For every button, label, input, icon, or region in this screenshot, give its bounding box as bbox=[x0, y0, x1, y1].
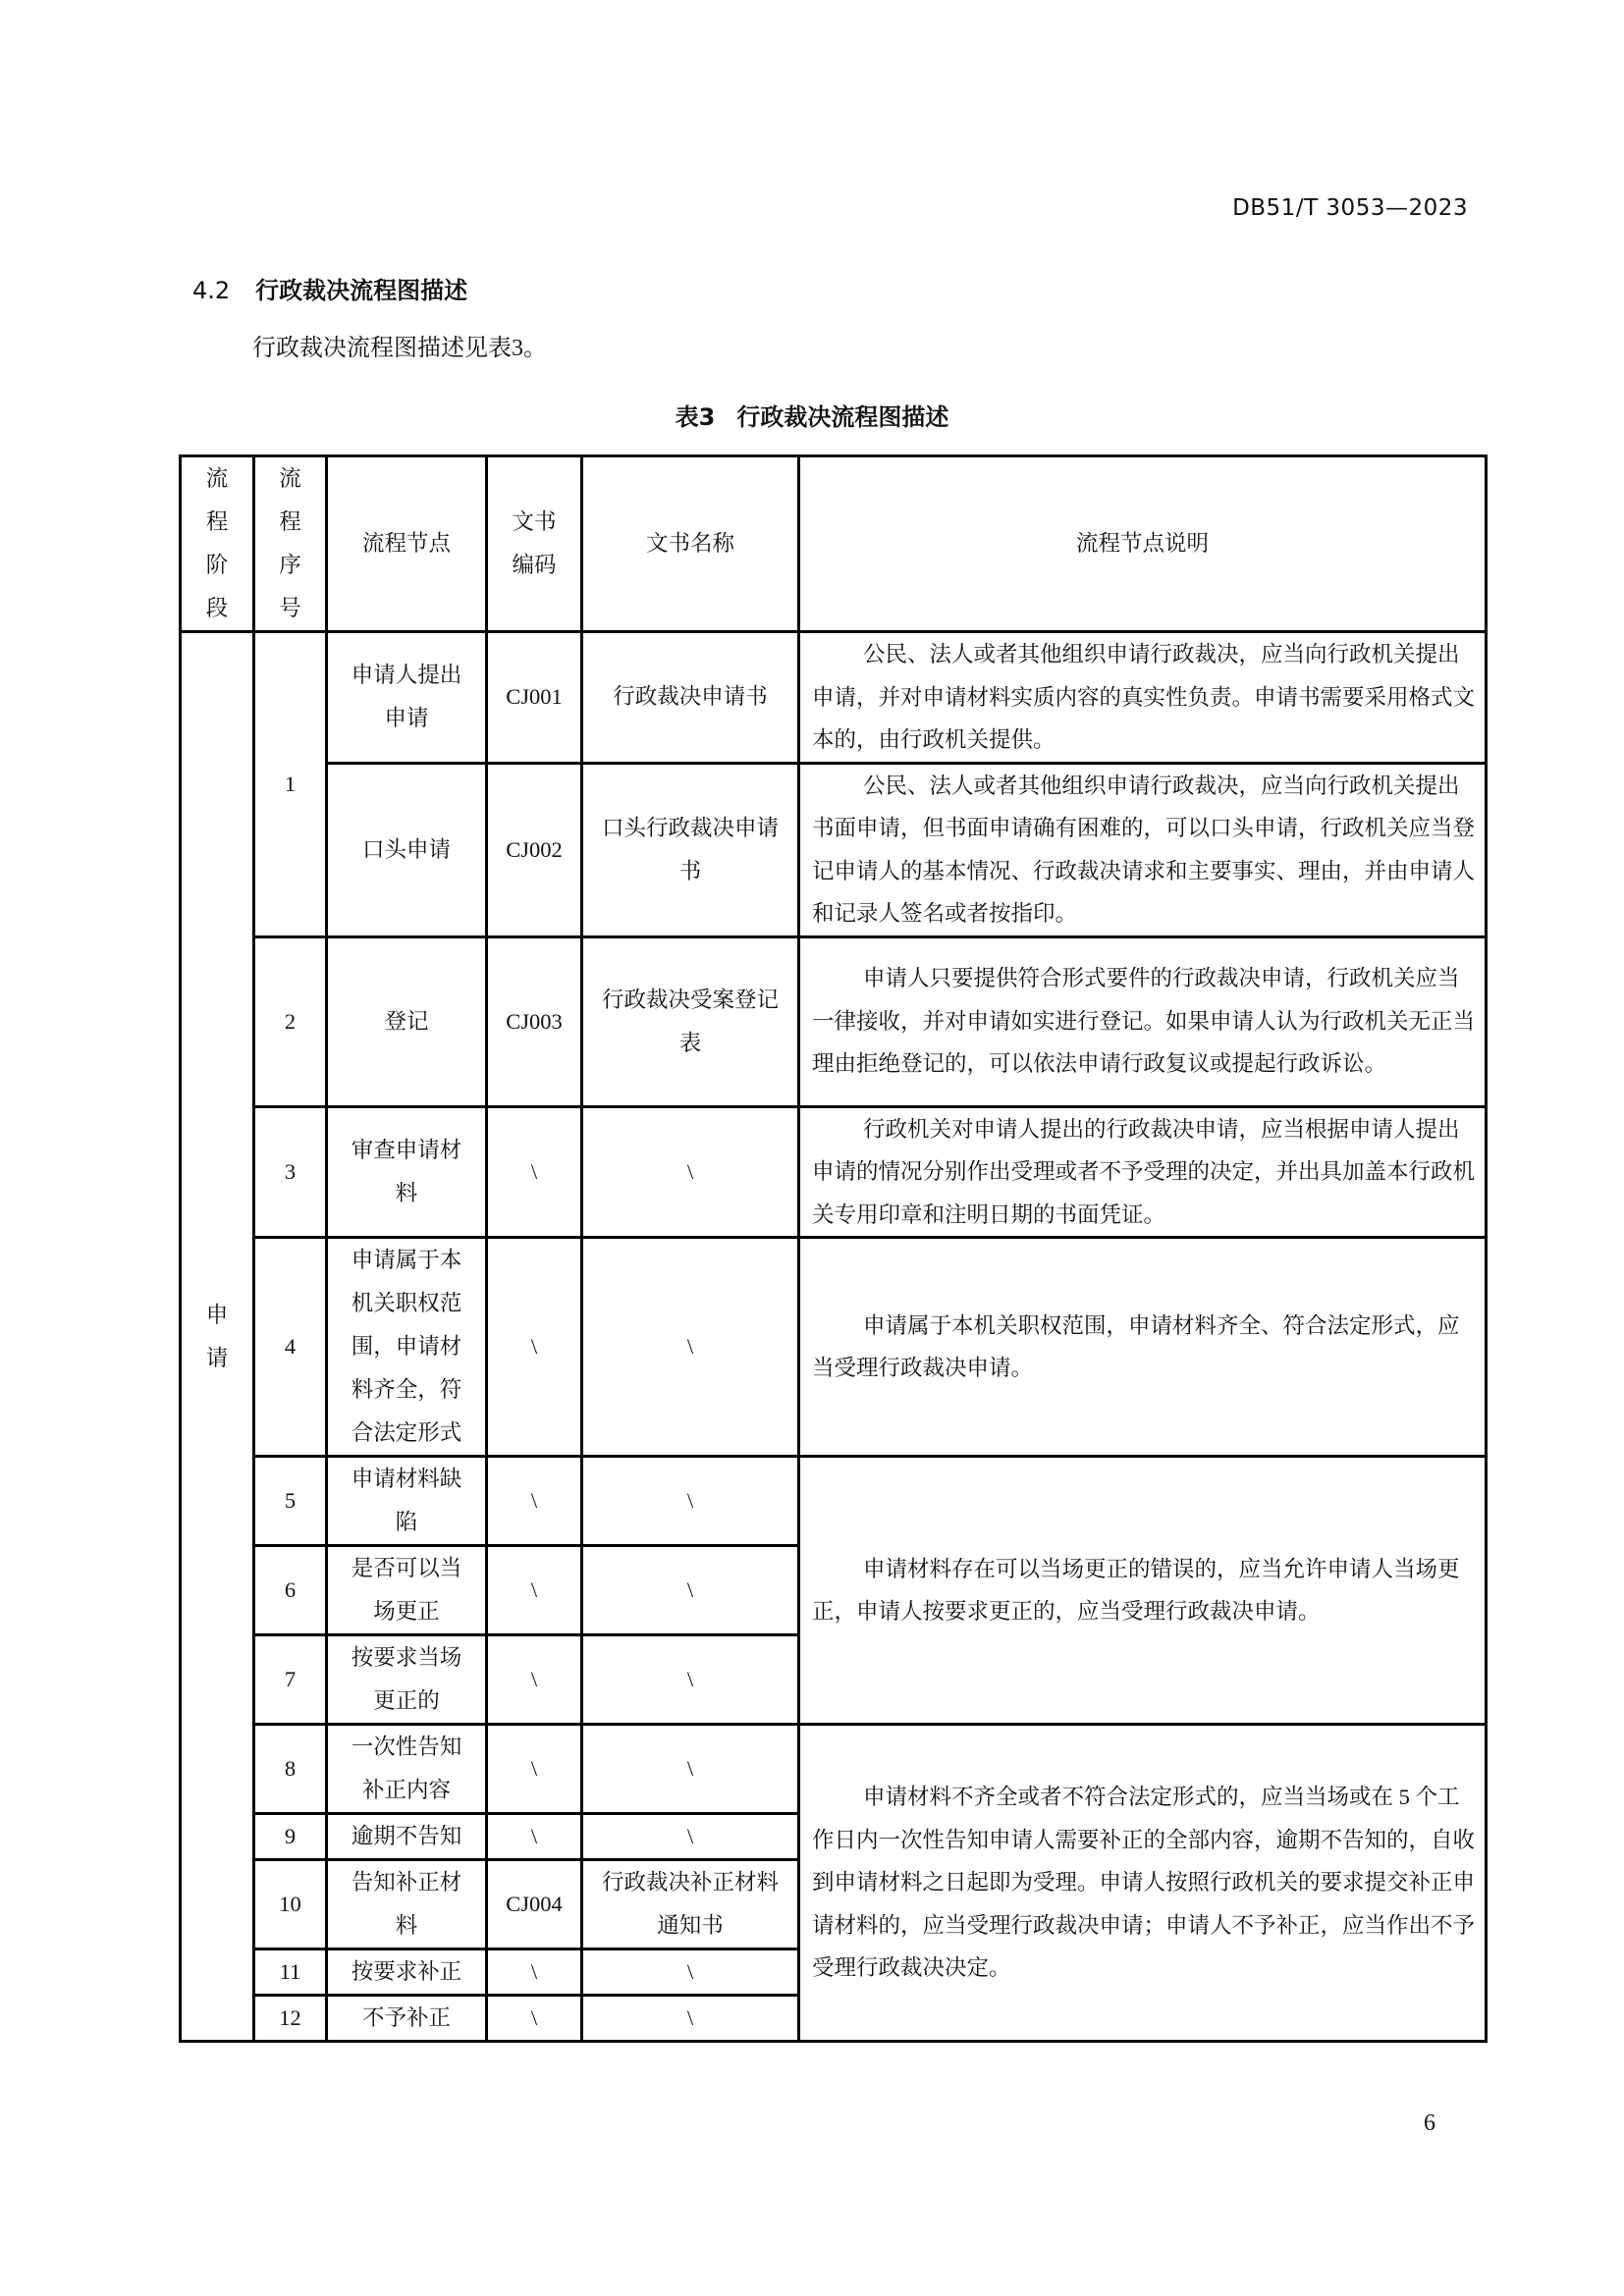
table-caption-title: 行政裁决流程图描述 bbox=[736, 403, 949, 431]
node-cell: 登记 bbox=[327, 936, 487, 1106]
seq-cell: 10 bbox=[254, 1860, 327, 1949]
node-cell: 是否可以当场更正 bbox=[327, 1546, 487, 1635]
code-cell: \ bbox=[487, 1996, 582, 2042]
code-cell: \ bbox=[487, 1814, 582, 1860]
description-cell: 公民、法人或者其他组织申请行政裁决，应当向行政机关提出申请，并对申请材料实质内容的真实性负责。申请书需要采用格式文本的，由行政机关提供。 bbox=[799, 632, 1487, 764]
description-cell: 申请人只要提供符合形式要件的行政裁决申请，行政机关应当一律接收，并对申请如实进行登记。如果申请人认为行政机关无正当理由拒绝登记的，可以依法申请行政复议或提起行政诉讼。 bbox=[799, 936, 1487, 1106]
doc-name-cell: \ bbox=[582, 1238, 799, 1457]
seq-cell: 7 bbox=[254, 1635, 327, 1725]
doc-name-cell: \ bbox=[582, 1996, 799, 2042]
code-cell: \ bbox=[487, 1546, 582, 1635]
node-cell: 申请人提出申请 bbox=[327, 632, 487, 764]
description-cell: 行政机关对申请人提出的行政裁决申请，应当根据申请人提出申请的情况分别作出受理或者不予受理的决定，并出具加盖本行政机关专用印章和注明日期的书面凭证。 bbox=[799, 1106, 1487, 1238]
table-caption-label: 表3 bbox=[675, 403, 716, 431]
seq-cell: 8 bbox=[254, 1725, 327, 1814]
table-row bbox=[181, 1106, 1487, 1238]
node-cell: 告知补正材料 bbox=[327, 1860, 487, 1949]
section-title: 行政裁决流程图描述 bbox=[255, 277, 468, 304]
node-cell: 申请材料缺陷 bbox=[327, 1457, 487, 1546]
doc-name-cell: \ bbox=[582, 1725, 799, 1814]
code-cell: CJ004 bbox=[487, 1860, 582, 1949]
intro-paragraph: 行政裁决流程图描述见表3。 bbox=[252, 336, 547, 361]
table-row bbox=[181, 936, 1487, 1106]
description-cell: 申请材料不齐全或者不符合法定形式的，应当当场或在 5 个工作日内一次性告知申请人需要补正的全部内容，逾期不告知的，自收到申请材料之日起即为受理。申请人按照行政机关的要求提交补正申请材料的，应当受理行政裁决申请；申请人不予补正，应当作出不予受理行政裁决决定。 bbox=[799, 1725, 1487, 2042]
stage-cell: 申请 bbox=[181, 632, 254, 2042]
table-row bbox=[181, 1725, 1487, 1814]
node-cell: 按要求当场更正的 bbox=[327, 1635, 487, 1725]
column-header: 文书名称 bbox=[582, 456, 799, 632]
doc-name-cell: 口头行政裁决申请书 bbox=[582, 763, 799, 936]
doc-name-cell: \ bbox=[582, 1814, 799, 1860]
node-cell: 逾期不告知 bbox=[327, 1814, 487, 1860]
seq-cell: 1 bbox=[254, 632, 327, 937]
page-number: 6 bbox=[1424, 2110, 1435, 2136]
flow-description-table bbox=[179, 454, 1488, 2043]
doc-name-cell: \ bbox=[582, 1546, 799, 1635]
table-row bbox=[181, 763, 1487, 936]
node-cell: 审查申请材料 bbox=[327, 1106, 487, 1238]
node-cell: 口头申请 bbox=[327, 763, 487, 936]
seq-cell: 9 bbox=[254, 1814, 327, 1860]
code-cell: \ bbox=[487, 1238, 582, 1457]
code-cell: CJ003 bbox=[487, 936, 582, 1106]
doc-name-cell: \ bbox=[582, 1635, 799, 1725]
seq-cell: 5 bbox=[254, 1457, 327, 1546]
table-row bbox=[181, 1238, 1487, 1457]
code-cell: \ bbox=[487, 1949, 582, 1996]
column-header: 流程节点说明 bbox=[799, 456, 1487, 632]
seq-cell: 2 bbox=[254, 936, 327, 1106]
section-heading bbox=[192, 271, 467, 305]
code-cell: \ bbox=[487, 1725, 582, 1814]
seq-cell: 6 bbox=[254, 1546, 327, 1635]
column-header: 流程阶段 bbox=[181, 456, 254, 632]
seq-cell: 12 bbox=[254, 1996, 327, 2042]
table-header-row bbox=[181, 456, 1487, 632]
doc-name-cell: 行政裁决申请书 bbox=[582, 632, 799, 764]
doc-name-cell: \ bbox=[582, 1949, 799, 1996]
node-cell: 申请属于本机关职权范围，申请材料齐全，符合法定形式 bbox=[327, 1238, 487, 1457]
seq-cell: 3 bbox=[254, 1106, 327, 1238]
column-header: 流程序号 bbox=[254, 456, 327, 632]
column-header: 流程节点 bbox=[327, 456, 487, 632]
doc-name-cell: \ bbox=[582, 1457, 799, 1546]
column-header: 文书编码 bbox=[487, 456, 582, 632]
code-cell: CJ002 bbox=[487, 763, 582, 936]
description-cell: 公民、法人或者其他组织申请行政裁决，应当向行政机关提出书面申请，但书面申请确有困难的，可以口头申请，行政机关应当登记申请人的基本情况、行政裁决请求和主要事实、理由，并由申请人和记录人签名或者按指印。 bbox=[799, 763, 1487, 936]
seq-cell: 4 bbox=[254, 1238, 327, 1457]
node-cell: 一次性告知补正内容 bbox=[327, 1725, 487, 1814]
doc-name-cell: 行政裁决补正材料通知书 bbox=[582, 1860, 799, 1949]
code-cell: \ bbox=[487, 1457, 582, 1546]
description-cell: 申请材料存在可以当场更正的错误的，应当允许申请人当场更正，申请人按要求更正的，应当受理行政裁决申请。 bbox=[799, 1457, 1487, 1725]
doc-name-cell: 行政裁决受案登记表 bbox=[582, 936, 799, 1106]
table-row bbox=[181, 1457, 1487, 1546]
code-cell: \ bbox=[487, 1635, 582, 1725]
node-cell: 按要求补正 bbox=[327, 1949, 487, 1996]
doc-name-cell: \ bbox=[582, 1106, 799, 1238]
table-row bbox=[181, 632, 1487, 764]
document-code: DB51/T 3053—2023 bbox=[1232, 195, 1468, 221]
node-cell: 不予补正 bbox=[327, 1996, 487, 2042]
code-cell: \ bbox=[487, 1106, 582, 1238]
description-cell: 申请属于本机关职权范围，申请材料齐全、符合法定形式，应当受理行政裁决申请。 bbox=[799, 1238, 1487, 1457]
seq-cell: 11 bbox=[254, 1949, 327, 1996]
section-number: 4.2 bbox=[192, 277, 231, 304]
table-caption bbox=[0, 398, 1624, 432]
code-cell: CJ001 bbox=[487, 632, 582, 764]
